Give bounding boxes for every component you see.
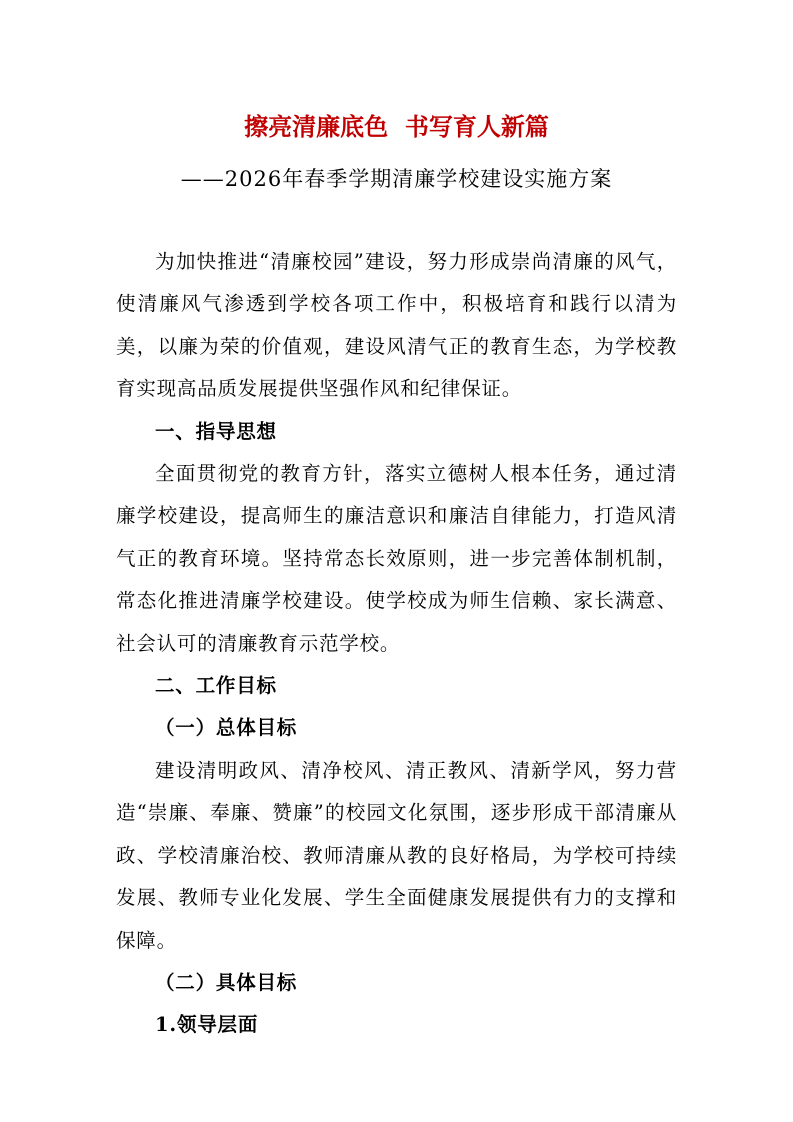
intro-paragraph: 为加快推进“清廉校园”建设，努力形成崇尚清廉的风气，使清廉风气渗透到学校各项工作中，积极培育和践行以清为美，以廉为荣的价值观，建设风清气正的教育生态，为学校教育实现高品质发展提供坚强作风和纪律保证。: [116, 250, 677, 401]
section-heading-work-goals: 二、工作目标: [155, 674, 277, 698]
document-title: 擦亮清廉底色 书写育人新篇: [244, 113, 549, 141]
document-subtitle: ——2026年春季学期清廉学校建设实施方案: [180, 167, 613, 191]
section-heading-guiding-ideology: 一、指导思想: [155, 419, 277, 443]
subheading-overall-goals: （一）总体目标: [155, 716, 298, 740]
item-leadership-level: 1.领导层面: [155, 1013, 259, 1037]
guiding-ideology-paragraph: 全面贯彻党的教育方针，落实立德树人根本任务，通过清廉学校建设，提高师生的廉洁意识和廉洁自律能力，打造风清气正的教育环境。坚持常态长效原则，进一步完善体制机制，常态化推进清廉学校建设。使学校成为师生信赖、家长满意、社会认可的清廉教育示范学校。: [116, 462, 677, 655]
overall-goals-paragraph: 建设清明政风、清净校风、清正教风、清新学风，努力营造“崇廉、奉廉、赞廉”的校园文化氛围，逐步形成干部清廉从政、学校清廉治校、教师清廉从教的良好格局，为学校可持续发展、教师专业化发展、学生全面健康发展提供有力的支撑和保障。: [116, 758, 677, 952]
subheading-specific-goals: （二）具体目标: [155, 970, 298, 994]
document-body: [116, 241, 677, 1047]
